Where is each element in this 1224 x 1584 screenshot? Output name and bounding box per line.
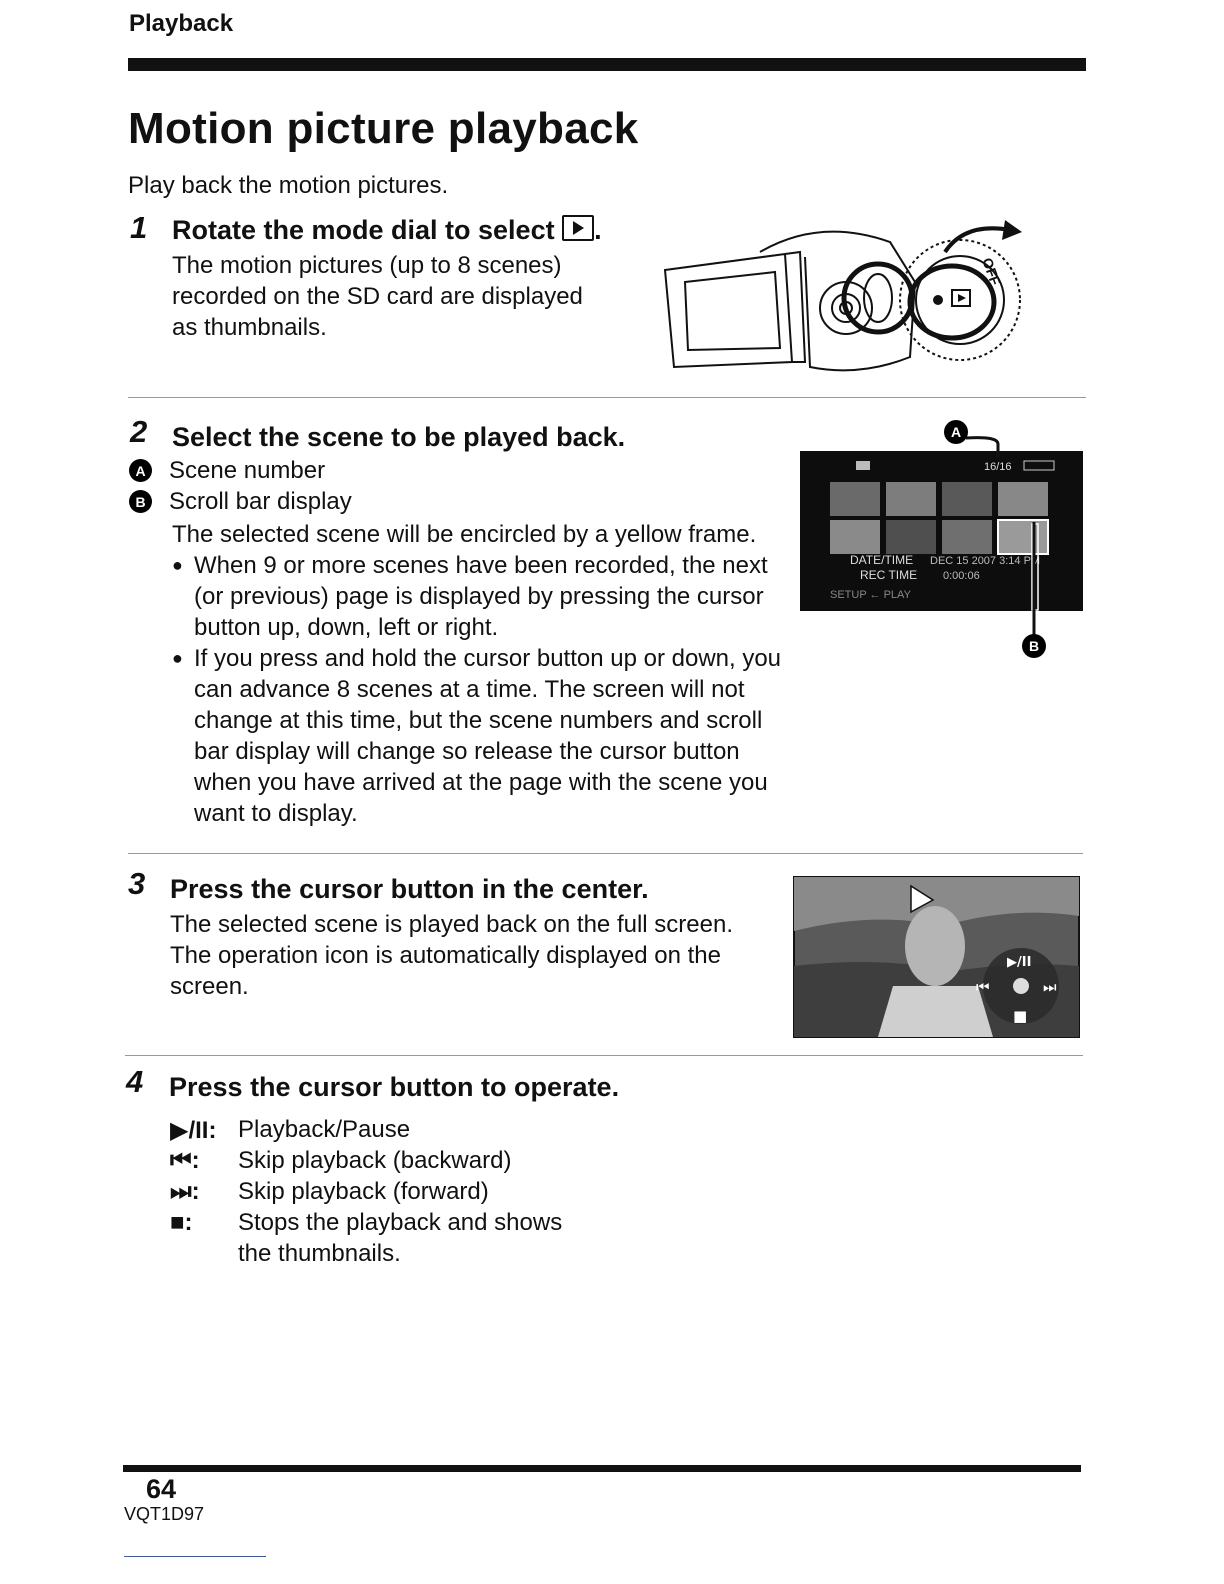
- op-play-pause: [170, 1116, 562, 1147]
- step-2-text: The selected scene will be encircled by a yellow frame.: [172, 521, 757, 548]
- scene-counter: 16/16: [984, 461, 1012, 473]
- header-rule: [128, 58, 1086, 71]
- divider: [128, 853, 1083, 854]
- step-3-number: 3: [128, 866, 146, 901]
- intro-text: Play back the motion pictures.: [128, 172, 449, 199]
- screen-menu: SETUP ← PLAY: [830, 589, 911, 601]
- date-time-label: DATE/TIME: [850, 553, 914, 567]
- op-text: the thumbnails.: [238, 1240, 401, 1267]
- op-text: Stops the playback and shows: [238, 1209, 563, 1236]
- thumbnail-screen-illustration: [798, 418, 1086, 663]
- divider: [128, 397, 1086, 398]
- label-text: Scroll bar display: [169, 487, 352, 515]
- step-3-line: screen.: [170, 973, 249, 1000]
- label-text: Scene number: [169, 456, 326, 484]
- date-time-value: DEC 15 2007 3:14 PM: [930, 555, 1041, 567]
- play-pause-icon: ▶/II:: [170, 1117, 217, 1144]
- operation-list: [170, 1116, 562, 1271]
- footer-rule: [123, 1465, 1081, 1472]
- bullet-item: ● When 9 or more scenes have been recorded, the next (or previous) page is displayed by pressing the cursor button up, down, left or right.: [172, 550, 782, 643]
- divider: [125, 1055, 1083, 1056]
- step-2-bullets: [172, 550, 782, 829]
- op-text: Skip playback (forward): [238, 1178, 489, 1205]
- section-label: Playback: [129, 10, 234, 37]
- dial-off-label: OFF: [979, 255, 1004, 288]
- op-text: Skip playback (backward): [238, 1147, 512, 1174]
- skip-back-icon: ⏮: [976, 978, 990, 996]
- badge-b: B: [129, 490, 152, 513]
- skip-back-icon: ⏮:: [170, 1147, 200, 1174]
- skip-forward-icon: ⏭:: [170, 1178, 200, 1205]
- step-4-number: 4: [126, 1064, 144, 1099]
- step-1-number: 1: [130, 210, 148, 245]
- step-4-heading: Press the cursor button to operate.: [169, 1072, 620, 1102]
- step-2-body: [172, 519, 782, 829]
- badge-a: A: [129, 459, 152, 482]
- camera-dial-illustration: [660, 212, 1070, 382]
- step-2-labels: [129, 455, 352, 517]
- step-2-heading: Select the scene to be played back.: [172, 422, 626, 452]
- op-text: Playback/Pause: [238, 1116, 411, 1143]
- step-1-line: The motion pictures (up to 8 scenes): [172, 252, 562, 279]
- rec-time-value: 0:00:06: [943, 570, 980, 582]
- document-code: VQT1D97: [124, 1504, 205, 1524]
- page-number: 64: [146, 1474, 177, 1504]
- step-3-heading: Press the cursor button in the center.: [170, 874, 649, 904]
- stop-icon: ■: [1013, 1007, 1028, 1025]
- bullet-item: ● If you press and hold the cursor button up or down, you can advance 8 scenes at a time. The screen will not change at this time, but the scene numbers and scroll bar display will change so release the cursor button when you have arrived at the page with the scene you want to display.: [172, 643, 782, 829]
- op-stop-continued: [170, 1240, 562, 1271]
- footer-link-line: [124, 1556, 266, 1557]
- op-stop: [170, 1209, 562, 1240]
- step-1-line: recorded on the SD card are displayed: [172, 283, 583, 310]
- rotate-arrow-icon: [945, 228, 1010, 252]
- op-skip-forward: [170, 1178, 562, 1209]
- rec-time-label: REC TIME: [860, 568, 918, 582]
- callout-a-text: A: [950, 424, 962, 440]
- step-2-number: 2: [130, 414, 148, 449]
- selected-thumbnail: [998, 520, 1048, 554]
- page-title: Motion picture playback: [128, 104, 639, 153]
- step-1-line: as thumbnails.: [172, 314, 327, 341]
- playback-mode-icon: [562, 215, 594, 241]
- play-pause-icon: ▶/II: [1007, 955, 1032, 970]
- label-scroll-bar: [129, 486, 352, 517]
- op-skip-back: [170, 1147, 562, 1178]
- playback-screen-illustration: [793, 876, 1081, 1040]
- step-3-line: The operation icon is automatically displayed on the: [170, 942, 721, 969]
- step-1-heading: [172, 215, 602, 246]
- stop-icon: ■:: [170, 1209, 193, 1236]
- label-scene-number: [129, 455, 352, 486]
- skip-forward-icon: ⏭: [1043, 978, 1057, 996]
- step-1-body: [172, 250, 583, 343]
- step-3-body: [170, 909, 733, 1002]
- step-3-line: The selected scene is played back on the full screen.: [170, 911, 733, 938]
- child-figure: [905, 906, 965, 986]
- step-1-heading-text: Rotate the mode dial to select: [172, 215, 555, 245]
- step-1-heading-end: .: [594, 215, 602, 245]
- callout-b-text: B: [1028, 638, 1040, 654]
